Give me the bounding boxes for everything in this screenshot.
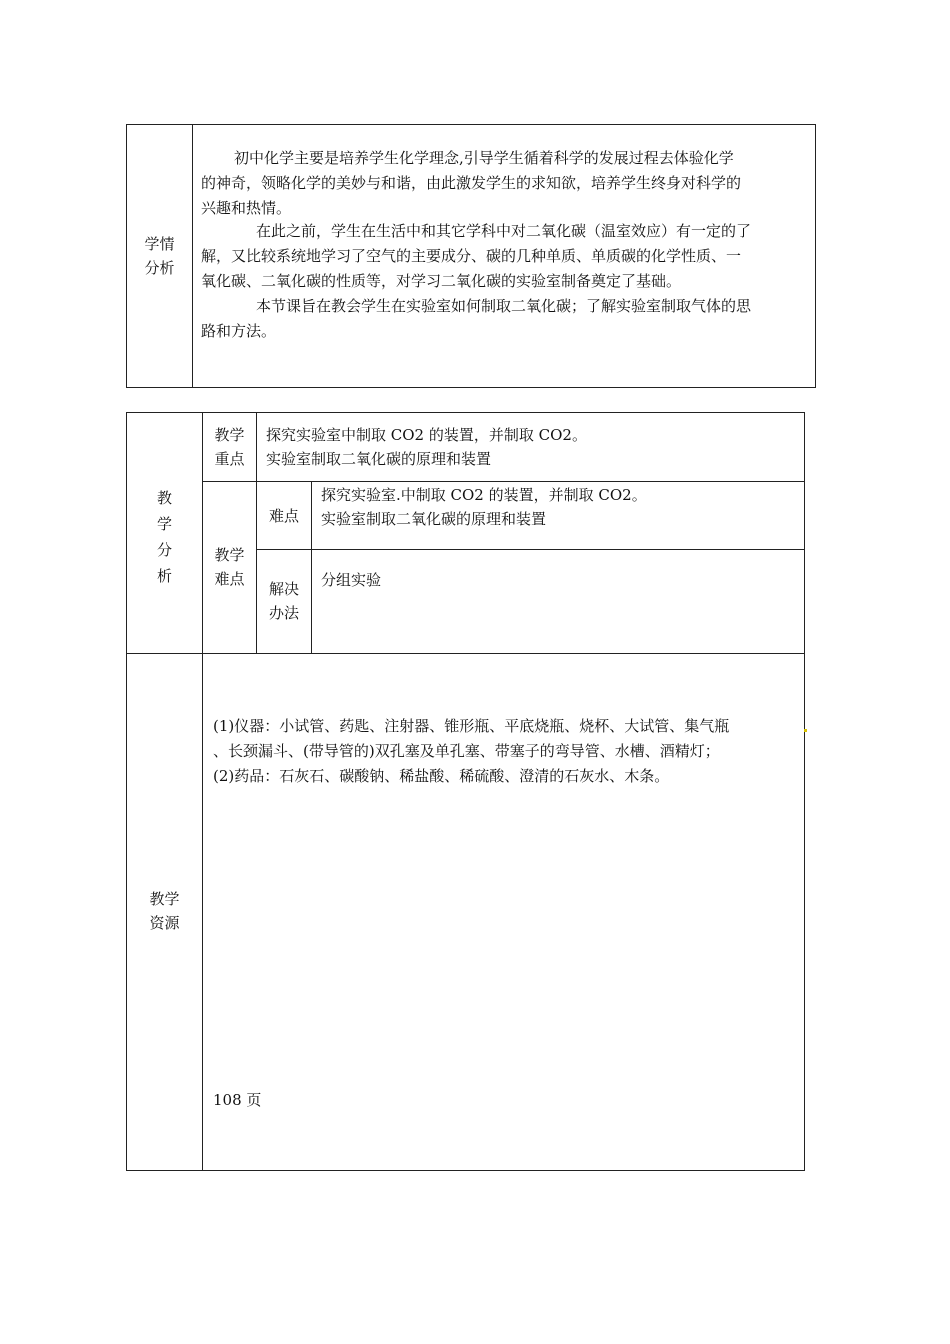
- paragraph-1-line-1: 初中化学主要是培养学生化学理念,引导学生循着科学的发展过程去体验化学: [234, 149, 734, 167]
- resources-line-2: 、长颈漏斗、(带导管的)双孔塞及单孔塞、带塞子的弯导管、水槽、酒精灯；: [213, 742, 720, 760]
- learning-analysis-label: 学情 分析: [144, 235, 175, 277]
- nandian-label: 难点: [268, 507, 299, 525]
- table2-col1-divider: [202, 412, 203, 1171]
- highlight-mark: [804, 729, 807, 732]
- paragraph-1-line-3: 兴趣和热情。: [201, 199, 292, 217]
- difficulties-label: 教学 难点: [214, 546, 245, 588]
- resources-line-1: (1)仪器：小试管、药匙、注射器、锥形瓶、平底烧瓶、烧杯、大试管、集气瓶: [213, 717, 730, 735]
- teaching-analysis-label: 教 学 分 析: [156, 489, 172, 585]
- table2-subrow-divider: [256, 549, 805, 550]
- table2-col3-divider: [311, 481, 312, 653]
- paragraph-1-line-2: 的神奇，领略化学的美妙与和谐，由此激发学生的求知欲，培养学生终身对科学的: [201, 174, 742, 192]
- paragraph-2-line-3: 氧化碳、二氧化碳的性质等，对学习二氧化碳的实验室制备奠定了基础。: [201, 272, 682, 290]
- paragraph-3-line-1: 本节课旨在教会学生在实验室如何制取二氧化碳；了解实验室制取气体的思: [256, 297, 752, 315]
- key-points-text: 探究实验室中制取 CO2 的装置，并制取 CO2。 实验室制取二氧化碳的原理和装置: [266, 426, 587, 468]
- table2-keypoint-divider: [202, 481, 805, 482]
- resources-text: [213, 714, 729, 789]
- paragraph-3-line-2: 路和方法。: [201, 322, 277, 340]
- solution-text: 分组实验: [321, 571, 382, 589]
- paragraph-2-line-2: 解，又比较系统地学习了空气的主要成分、碳的几种单质、单质碳的化学性质、一: [201, 247, 742, 265]
- page-reference: 108 页: [213, 1091, 262, 1109]
- table2-section-divider: [126, 653, 805, 654]
- resources-label: 教学 资源: [149, 890, 180, 932]
- nandian-text: 探究实验室.中制取 CO2 的装置，并制取 CO2。 实验室制取二氧化碳的原理和装置: [321, 486, 647, 528]
- key-points-label: 教学 重点: [214, 426, 245, 468]
- table1-divider: [192, 124, 193, 388]
- resources-line-3: (2)药品：石灰石、碳酸钠、稀盐酸、稀硫酸、澄清的石灰水、木条。: [213, 767, 670, 785]
- paragraph-2-line-1: 在此之前，学生在生活中和其它学科中对二氧化碳（温室效应）有一定的了: [256, 222, 752, 240]
- solution-label: 解决 办法: [268, 580, 299, 622]
